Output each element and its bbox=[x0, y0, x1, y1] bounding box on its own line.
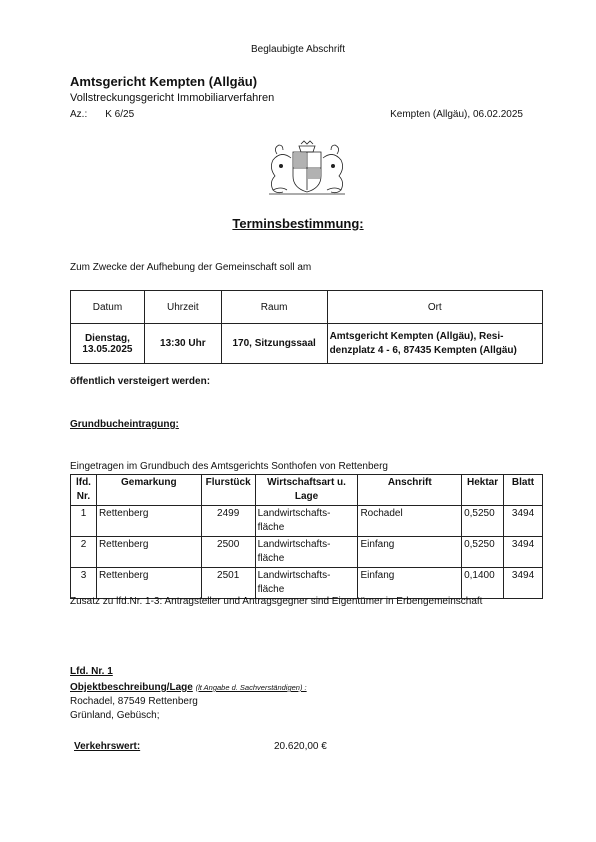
appointment-date-value: 13.05.2025 bbox=[82, 343, 133, 355]
land-register-heading: Grundbucheintragung: bbox=[70, 419, 179, 430]
cell-wirtschaftsart-line2: fläche bbox=[257, 584, 285, 595]
cell-wirtschaftsart-line1: Landwirtschafts- bbox=[257, 570, 331, 581]
bavarian-coat-of-arms-icon bbox=[263, 140, 351, 198]
file-reference-label: Az.: bbox=[70, 109, 88, 120]
appointment-place-line1: Amtsgericht Kempten (Allgäu), Resi- bbox=[329, 330, 504, 342]
cell-wirtschaftsart bbox=[255, 537, 358, 568]
cell-blatt: 3494 bbox=[504, 506, 543, 537]
appointment-weekday: Dienstag, bbox=[84, 332, 130, 344]
cell-wirtschaftsart bbox=[255, 568, 358, 599]
header-wirtschaftsart bbox=[255, 475, 358, 506]
header-wirtschaftsart-line1: Wirtschaftsart u. bbox=[267, 477, 346, 488]
appointment-table bbox=[70, 290, 543, 364]
addendum-text: Zusatz zu lfd.Nr. 1-3: Antragsteller und Antragsgegner sind Eigentümer in Erbengemeinschaft bbox=[70, 596, 483, 607]
file-reference-value: K 6/25 bbox=[105, 109, 135, 120]
header-lfd-nr bbox=[71, 475, 97, 506]
cell-wirtschaftsart bbox=[255, 506, 358, 537]
market-value-label: Verkehrswert: bbox=[74, 741, 141, 752]
header-ort: Ort bbox=[327, 291, 542, 324]
table-row bbox=[71, 568, 543, 599]
cell-anschrift: Rochadel bbox=[358, 506, 462, 537]
appointment-time: 13:30 Uhr bbox=[144, 324, 221, 364]
cell-anschrift: Einfang bbox=[358, 568, 462, 599]
cell-hektar: 0,5250 bbox=[462, 506, 504, 537]
object-address: Rochadel, 87549 Rettenberg bbox=[70, 696, 198, 707]
cell-gemarkung: Rettenberg bbox=[96, 537, 201, 568]
header-raum: Raum bbox=[221, 291, 327, 324]
header-hektar: Hektar bbox=[462, 475, 504, 506]
cell-flurstueck: 2500 bbox=[201, 537, 255, 568]
appointment-place bbox=[327, 324, 542, 364]
cell-flurstueck: 2501 bbox=[201, 568, 255, 599]
market-value: 20.620,00 € bbox=[274, 741, 327, 752]
cell-gemarkung: Rettenberg bbox=[96, 506, 201, 537]
object-usage: Grünland, Gebüsch; bbox=[70, 710, 160, 721]
document-top-label: Beglaubigte Abschrift bbox=[251, 44, 345, 55]
appointment-date bbox=[71, 324, 145, 364]
intro-text: Zum Zwecke der Aufhebung der Gemeinschaft soll am bbox=[70, 262, 312, 273]
header-uhrzeit: Uhrzeit bbox=[144, 291, 221, 324]
cell-hektar: 0,1400 bbox=[462, 568, 504, 599]
appointment-place-line2: denzplatz 4 - 6, 87435 Kempten (Allgäu) bbox=[329, 344, 517, 356]
header-blatt: Blatt bbox=[504, 475, 543, 506]
cell-flurstueck: 2499 bbox=[201, 506, 255, 537]
cell-anschrift: Einfang bbox=[358, 537, 462, 568]
cell-gemarkung: Rettenberg bbox=[96, 568, 201, 599]
file-reference bbox=[70, 109, 134, 120]
place-date: Kempten (Allgäu), 06.02.2025 bbox=[390, 109, 523, 120]
cell-hektar: 0,5250 bbox=[462, 537, 504, 568]
cell-wirtschaftsart-line1: Landwirtschafts- bbox=[257, 508, 331, 519]
header-nr: Nr. bbox=[76, 491, 91, 502]
cell-wirtschaftsart-line1: Landwirtschafts- bbox=[257, 539, 331, 550]
cell-blatt: 3494 bbox=[504, 537, 543, 568]
court-name: Amtsgericht Kempten (Allgäu) bbox=[70, 74, 258, 89]
cell-wirtschaftsart-line2: fläche bbox=[257, 522, 285, 533]
parcel-table bbox=[70, 474, 543, 599]
table-header-row bbox=[71, 475, 543, 506]
cell-nr: 2 bbox=[71, 537, 97, 568]
cell-nr: 1 bbox=[71, 506, 97, 537]
header-flurstueck: Flurstück bbox=[201, 475, 255, 506]
object-description-label: Objektbeschreibung/Lage bbox=[70, 682, 193, 693]
registered-text: Eingetragen im Grundbuch des Amtsgerichts Sonthofen von Rettenberg bbox=[70, 461, 388, 472]
cell-nr: 3 bbox=[71, 568, 97, 599]
court-department: Vollstreckungsgericht Immobiliarverfahren bbox=[70, 92, 275, 104]
table-header-row bbox=[71, 291, 543, 324]
header-anschrift: Anschrift bbox=[358, 475, 462, 506]
header-datum: Datum bbox=[71, 291, 145, 324]
object-description bbox=[70, 682, 307, 693]
object-description-note: (lt Angabe d. Sachverständigen) : bbox=[195, 683, 307, 692]
header-lfd: lfd. bbox=[75, 477, 91, 488]
document-title: Terminsbestimmung: bbox=[232, 216, 364, 231]
table-row bbox=[71, 506, 543, 537]
cell-blatt: 3494 bbox=[504, 568, 543, 599]
cell-wirtschaftsart-line2: fläche bbox=[257, 553, 285, 564]
lot-heading: Lfd. Nr. 1 bbox=[70, 666, 113, 677]
auction-text: öffentlich versteigert werden: bbox=[70, 376, 211, 387]
header-gemarkung: Gemarkung bbox=[96, 475, 201, 506]
table-row bbox=[71, 324, 543, 364]
table-row bbox=[71, 537, 543, 568]
header-wirtschaftsart-line2: Lage bbox=[294, 491, 319, 502]
appointment-room: 170, Sitzungssaal bbox=[221, 324, 327, 364]
